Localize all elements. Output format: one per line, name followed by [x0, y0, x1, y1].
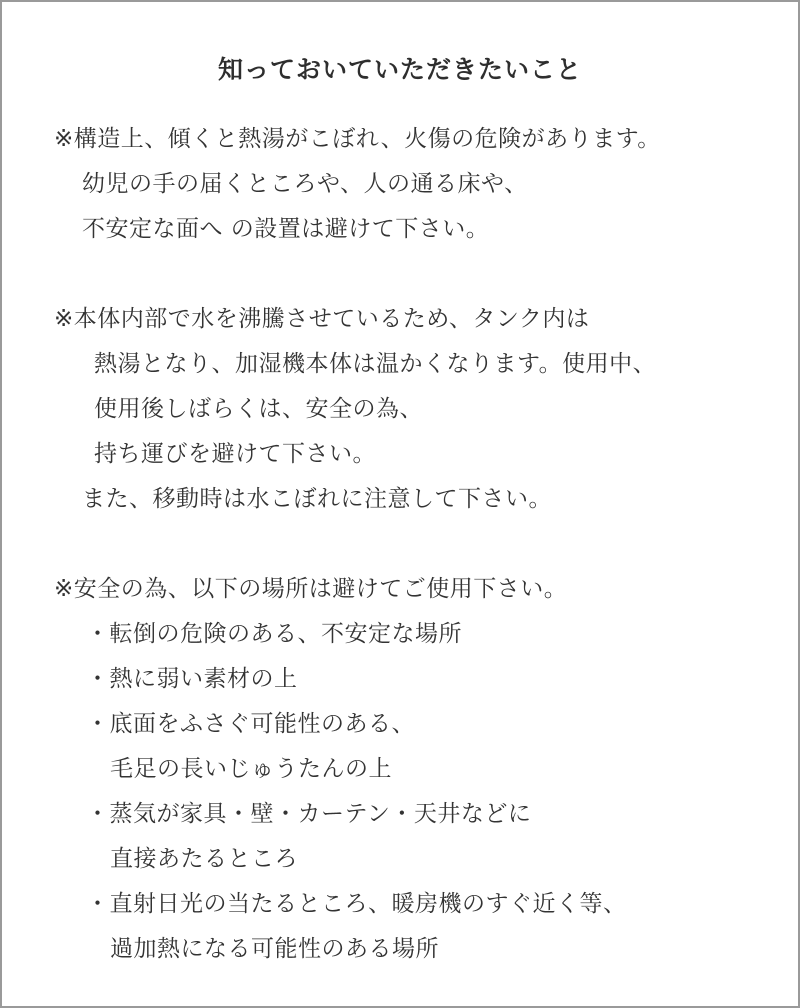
section-3-bullet-4: ・蒸気が家具・壁・カーテン・天井などに [86, 801, 532, 827]
section-3-line-1: ※安全の為、以下の場所は避けてご使用下さい。 [54, 576, 568, 602]
section-2-line-1: ※本体内部で水を沸騰させているため、タンク内は [54, 306, 590, 332]
section-3-bullet-2: ・熱に弱い素材の上 [86, 666, 298, 692]
section-1-line-3: 不安定な面へ の設置は避けて下さい。 [82, 216, 490, 242]
section-3-bullet-3: ・底面をふさぐ可能性のある、 [86, 711, 415, 737]
section-2-line-2: 熱湯となり、加湿機本体は温かくなります。使用中、 [94, 351, 657, 377]
section-2-line-5: また、移動時は水こぼれに注意して下さい。 [82, 486, 552, 512]
section-2-line-4: 持ち運びを避けて下さい。 [94, 441, 376, 467]
section-3-bullet-4-cont: 直接あたるところ [110, 846, 298, 872]
section-3-bullet-3-cont: 毛足の長いじゅうたんの上 [110, 756, 392, 782]
notice-title: 知っておいていただきたいこと [217, 55, 582, 84]
section-1-line-1: ※構造上、傾くと熱湯がこぼれ、火傷の危険があります。 [54, 126, 661, 152]
section-3-bullet-5-cont: 過加熱になる可能性のある場所 [110, 936, 439, 962]
section-3-bullet-5: ・直射日光の当たるところ、暖房機のすぐ近く等、 [86, 891, 627, 917]
section-1-line-2: 幼児の手の届くところや、人の通る床や、 [82, 171, 528, 197]
section-2-line-3: 使用後しばらくは、安全の為、 [94, 396, 423, 422]
section-3-bullet-1: ・転倒の危険のある、不安定な場所 [86, 621, 462, 647]
